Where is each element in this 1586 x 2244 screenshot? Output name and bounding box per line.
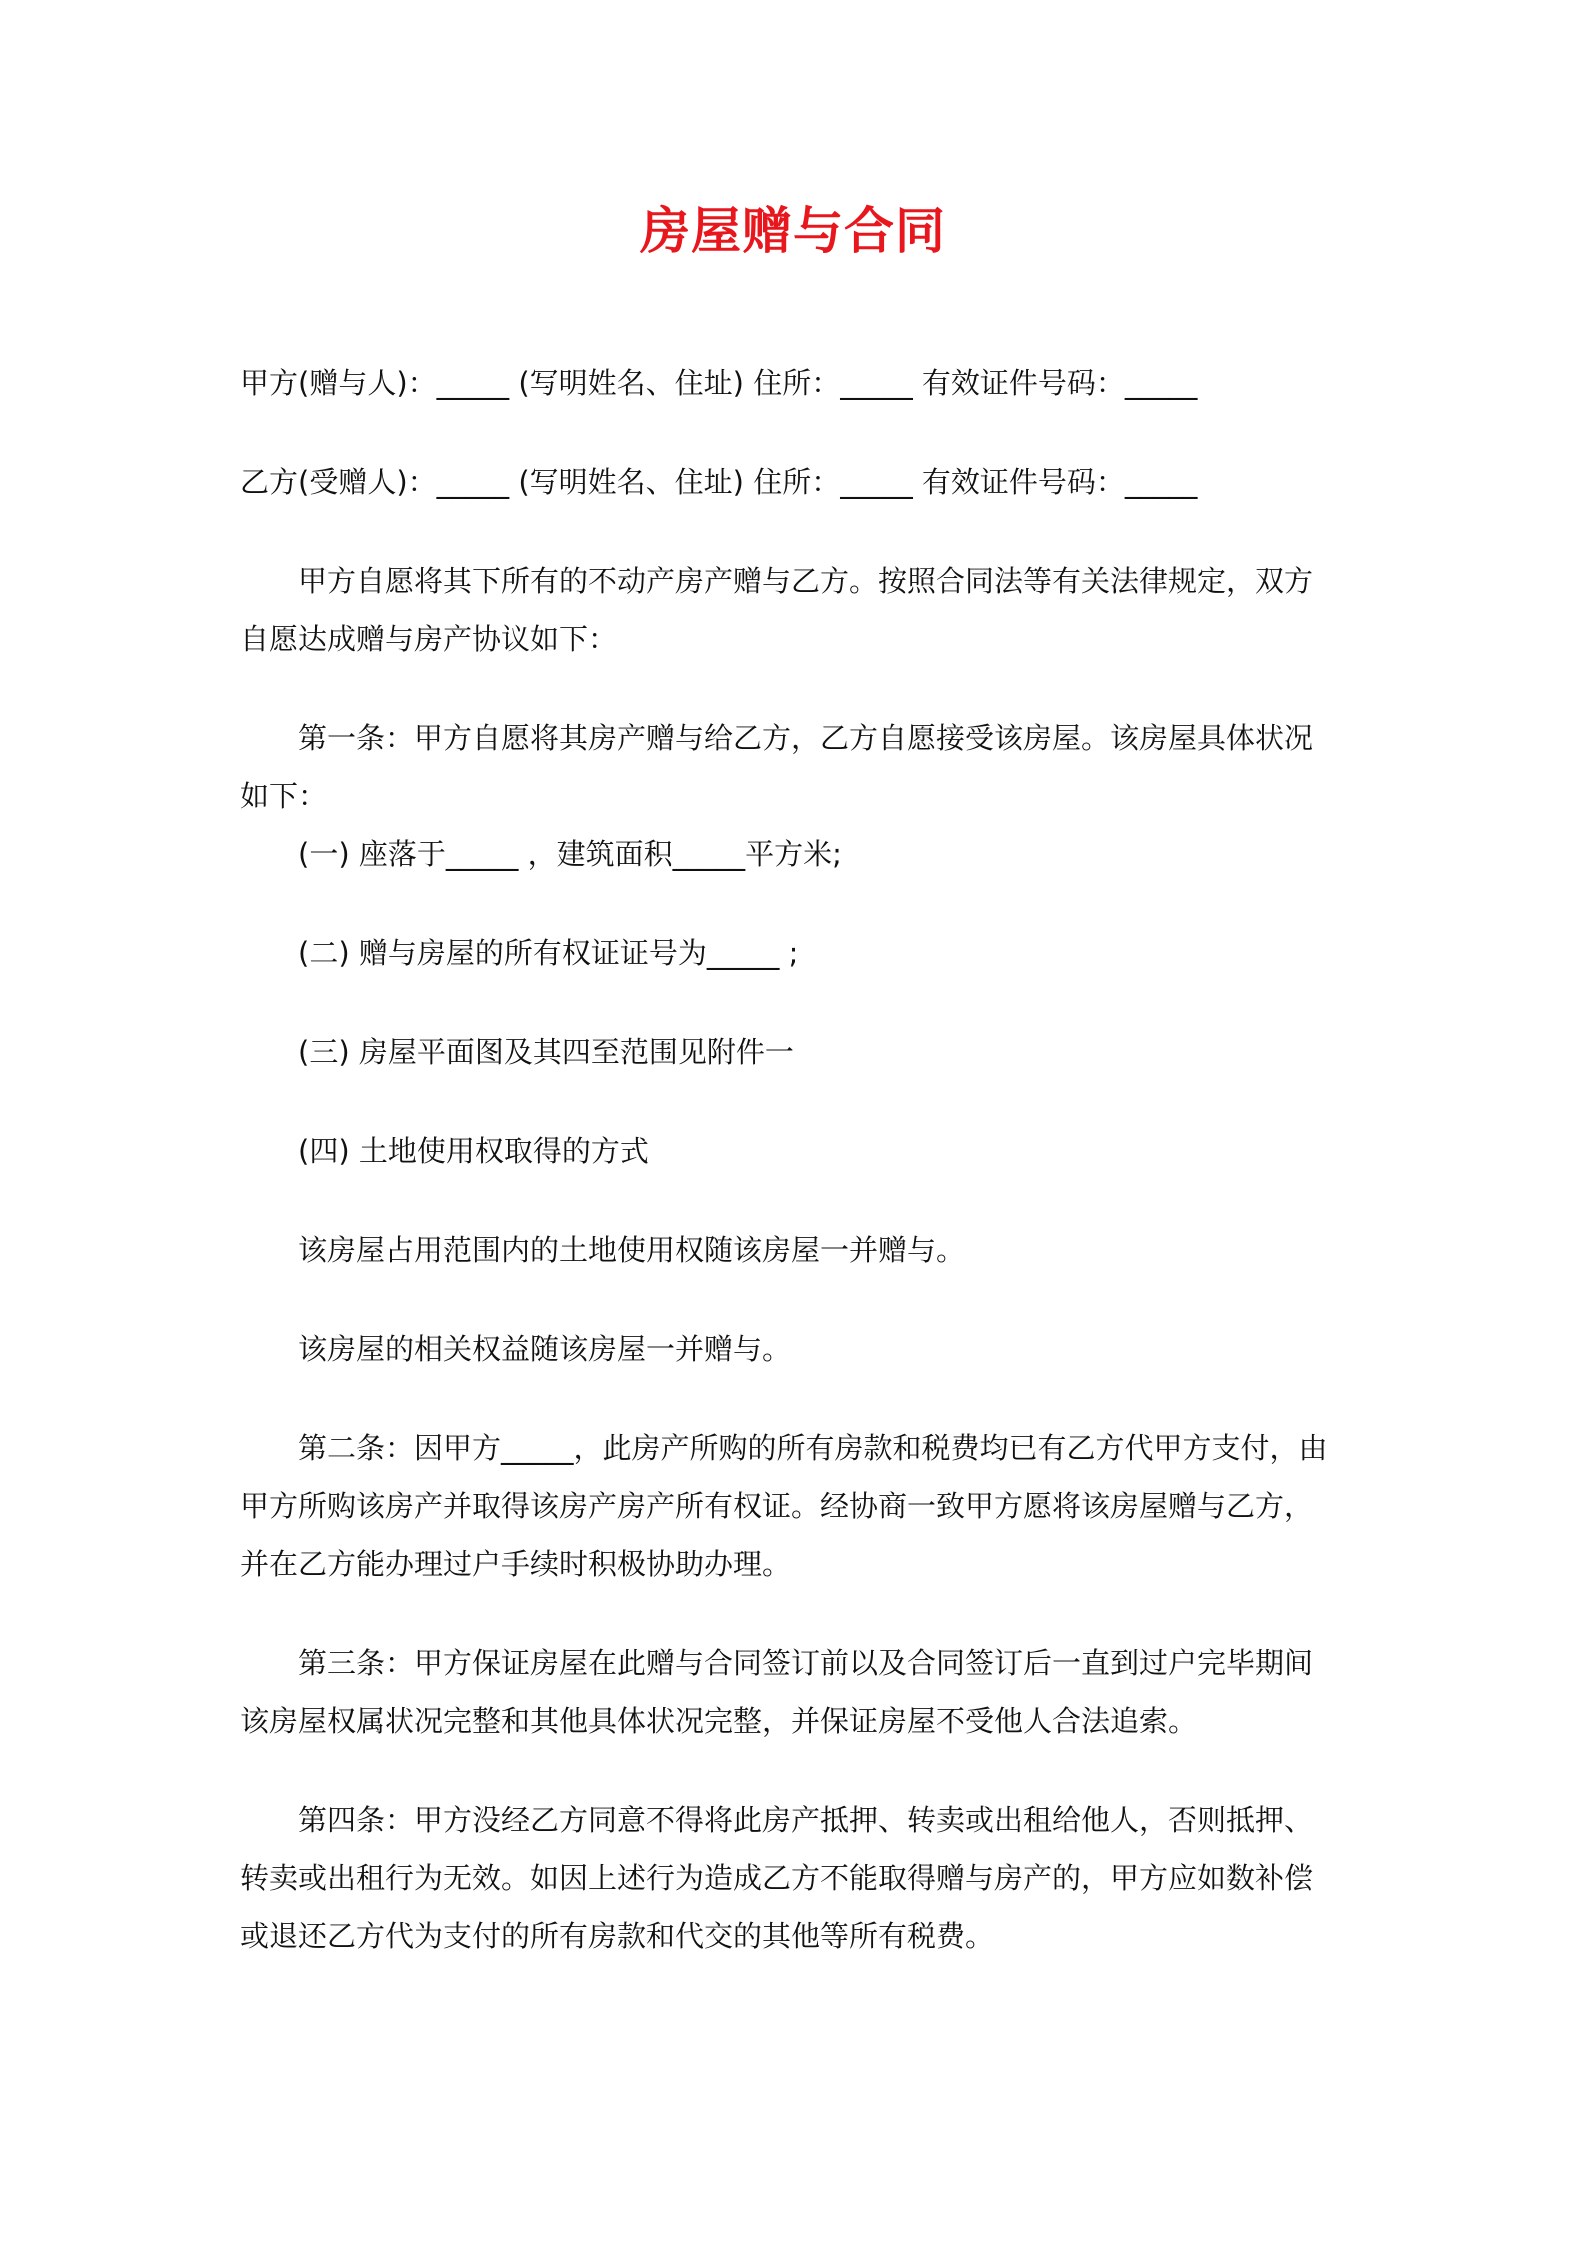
preamble-paragraph: 甲方自愿将其下所有的不动产房产赠与乙方。按照合同法等有关法律规定，双方自愿达成赠与房产协议如下： bbox=[240, 564, 1314, 656]
document-body bbox=[240, 354, 1340, 2006]
related-rights-note: 该房屋的相关权益随该房屋一并赠与。 bbox=[298, 1332, 792, 1366]
article-1-item-3: (三) 房屋平面图及其四至范围见附件一 bbox=[298, 1035, 794, 1069]
article-1-item-4: (四) 土地使用权取得的方式 bbox=[298, 1134, 649, 1168]
article-3-paragraph: 第三条：甲方保证房屋在此赠与合同签订前以及合同签订后一直到过户完毕期间该房屋权属状况完整和其他具体状况完整，并保证房屋不受他人合法追索。 bbox=[240, 1646, 1314, 1738]
article-1-item-1: (一) 座落于_____ ，建筑面积_____平方米; bbox=[298, 837, 842, 871]
land-use-right-note: 该房屋占用范围内的土地使用权随该房屋一并赠与。 bbox=[298, 1233, 966, 1267]
article-1-item-2: (二) 赠与房屋的所有权证证号为_____ ; bbox=[298, 936, 799, 970]
article-2-paragraph: 第二条：因甲方_____，此房产所购的所有房款和税费均已有乙方代甲方支付，由甲方所购该房产并取得该房产房产所有权证。经协商一致甲方愿将该房屋赠与乙方，并在乙方能办理过户手续时积极协助办理。 bbox=[240, 1431, 1328, 1581]
article-1-paragraph: 第一条：甲方自愿将其房产赠与给乙方，乙方自愿接受该房屋。该房屋具体状况如下： bbox=[240, 721, 1314, 813]
party-b-line: 乙方(受赠人)：_____ (写明姓名、住址) 住所：_____ 有效证件号码：_____ bbox=[240, 465, 1198, 499]
document-title: 房屋赠与合同 bbox=[640, 202, 946, 260]
party-a-line: 甲方(赠与人)：_____ (写明姓名、住址) 住所：_____ 有效证件号码：_____ bbox=[240, 366, 1198, 400]
article-4-paragraph: 第四条：甲方没经乙方同意不得将此房产抵押、转卖或出租给他人，否则抵押、转卖或出租行为无效。如因上述行为造成乙方不能取得赠与房产的，甲方应如数补偿或退还乙方代为支付的所有房款和代交的其他等所有税费。 bbox=[240, 1803, 1314, 1953]
